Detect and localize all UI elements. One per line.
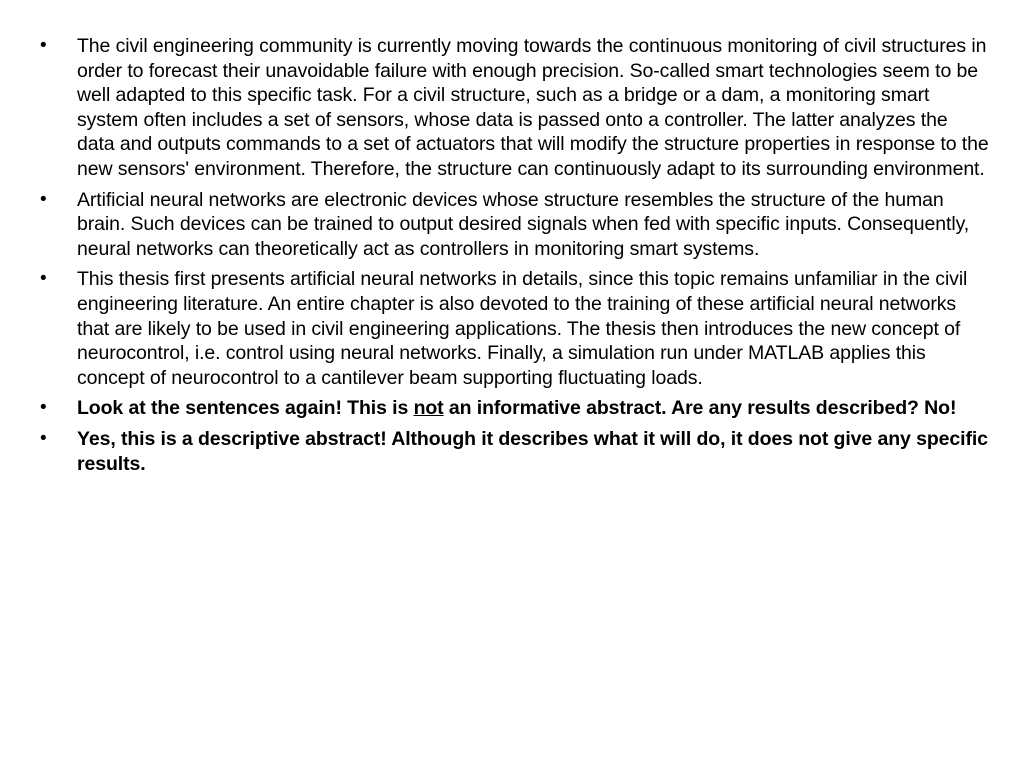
bullet-text: The civil engineering community is currently moving towards the continuous monitoring of civil structures in order to forecast their unavoidable failure with enough precision. So-called smart technologies seem to be well adapted to this specific task. For a civil structure, such as a bridge or a dam, a monitoring smart system often includes a set of sensors, whose data is passed onto a controller. The latter analyzes the data and outputs commands to a set of actuators that will modify the structure properties in response to the new sensors' environment. Therefore, the structure can continuously adapt to its surrounding environment.	[77, 35, 989, 180]
bullet-mark: •	[40, 397, 47, 419]
bullet-text: This thesis first presents artificial neural networks in details, since this topic remains unfamiliar in the civil engineering literature. An entire chapter is also devoted to the training of these artificial neural networks that are likely to be used in civil engineering applications. The thesis then introduces the new concept of neurocontrol, i.e. control using neural networks. Finally, a simulation run under MATLAB applies this concept of neurocontrol to a cantilever beam supporting fluctuating loads.	[77, 268, 968, 389]
bullet-text-part-3: an informative abstract. Are any results described? No!	[443, 397, 957, 420]
bullet-text: Artificial neural networks are electronic devices whose structure resembles the structure of the human brain. Such devices can be trained to output desired signals when fed with specific inputs. Consequently, neural networks can theoretically act as controllers in monitoring smart systems.	[77, 188, 970, 260]
bullet-list	[38, 34, 990, 482]
bullet-item-4	[38, 396, 990, 421]
bullet-item-5	[38, 427, 990, 476]
bullet-text-part-1: Look at the sentences again! This is	[77, 397, 414, 420]
bullet-mark: •	[40, 268, 47, 290]
bullet-mark: •	[40, 188, 47, 210]
bullet-item-3	[38, 267, 990, 390]
emphasis-not: not	[413, 397, 444, 420]
bullet-item-2	[38, 188, 990, 262]
bullet-mark: •	[40, 427, 47, 449]
bullet-item-1	[38, 34, 990, 182]
bullet-text: Yes, this is a descriptive abstract! Although it describes what it will do, it does not give any specific results.	[77, 427, 988, 475]
bullet-mark: •	[40, 35, 47, 56]
